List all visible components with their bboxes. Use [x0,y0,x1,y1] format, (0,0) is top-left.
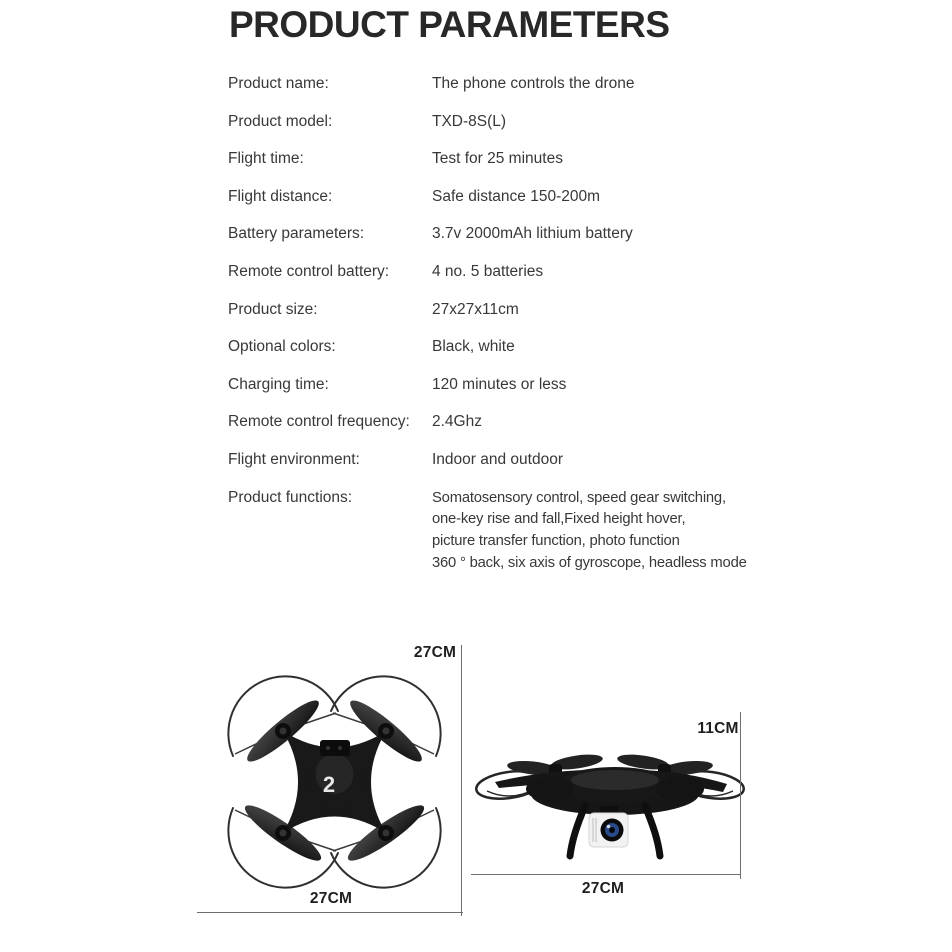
spec-value: 3.7v 2000mAh lithium battery [432,225,633,243]
dimension-label-height: 11CM [697,720,739,737]
dimension-label-top-width: 27CM [413,644,457,661]
spec-row-product-name [228,74,768,93]
spec-value: 2.4Ghz [432,413,482,431]
spec-row-product-size [228,300,768,319]
spec-row-flight-time [228,149,768,168]
spec-label: Product size: [228,300,318,318]
spec-value: 27x27x11cm [432,300,519,318]
spec-row-product-model [228,112,768,131]
drone-body [283,731,386,833]
spec-value: Test for 25 minutes [432,150,563,168]
spec-row-remote-frequency [228,412,768,431]
spec-label: Product functions: [228,488,353,506]
spec-value: Black, white [432,338,515,356]
spec-label: Remote control frequency: [228,413,410,431]
function-line: picture transfer function, photo function [432,533,680,550]
spec-row-remote-battery [228,262,768,281]
dimension-line-horizontal-right-figure [471,874,741,875]
dimension-label-width: 27CM [581,880,625,897]
battery-hatch [320,740,350,756]
spec-value: 4 no. 5 batteries [432,262,544,280]
function-line: Somatosensory control, speed gear switching, [432,489,726,506]
spec-value: The phone controls the drone [432,75,635,92]
spec-value: Safe distance 150-200m [432,187,601,205]
spec-label: Flight environment: [228,450,360,468]
function-line: 360 ° back, six axis of gyroscope, headless mode [432,554,747,571]
spec-label: Optional colors: [228,338,336,356]
spec-label: Battery parameters: [228,225,365,243]
spec-label: Flight time: [228,150,304,168]
spec-label: Flight distance: [228,187,333,205]
drone-top-view-image [188,634,478,926]
spec-row-optional-colors [228,337,768,356]
dimension-line-vertical-left-figure [461,645,462,916]
spec-row-flight-distance [228,187,768,206]
spec-row-flight-environment [228,450,768,469]
page-title: PRODUCT PARAMETERS [229,4,670,45]
spec-value: TXD-8S(L) [432,112,507,130]
dimension-label-bottom-width: 27CM [309,890,353,907]
dimension-line-horizontal-left-figure [197,912,463,913]
spec-row-battery-parameters [228,224,768,243]
spec-table [228,74,768,593]
spec-label: Product name: [228,75,329,92]
spec-label: Remote control battery: [228,262,390,280]
spec-label: Charging time: [228,375,329,393]
spec-row-product-functions [228,488,768,575]
spec-value-multiline [432,488,768,575]
spec-row-charging-time [228,375,768,394]
spec-value: 120 minutes or less [432,375,567,393]
function-line: one-key rise and fall,Fixed height hover, [432,511,686,528]
spec-label: Product model: [228,112,333,130]
spec-value: Indoor and outdoor [432,450,563,468]
body-logo: 2 [322,772,336,797]
